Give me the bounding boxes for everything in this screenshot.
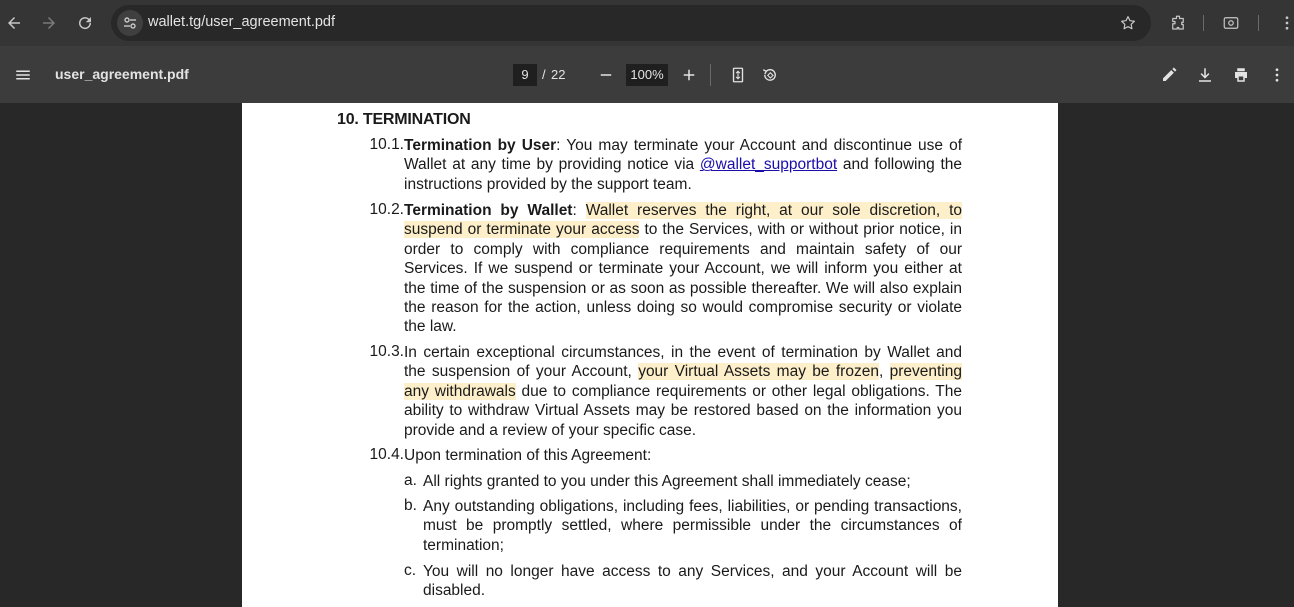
more-vert-icon: [1268, 66, 1286, 84]
arrow-left-icon: [5, 14, 23, 32]
clause-text: and following the instructions provided by the support team.: [404, 156, 963, 193]
clause-text: Upon termination of this Agreement:: [404, 447, 652, 464]
minus-icon: [597, 66, 615, 84]
sub-clause-a: [404, 472, 962, 491]
clause-text: :: [572, 202, 586, 219]
document-title: user_agreement.pdf: [55, 66, 189, 82]
page-total: 22: [551, 67, 566, 82]
clause-text: ,: [878, 363, 890, 381]
zoom-out-button[interactable]: [594, 63, 618, 87]
clause-text: due to compliance requirements or other legal obligations. The ability to withdraw Virtual Assets may be restored based on the information you provide and a review of your specific case.: [404, 382, 962, 439]
annotate-button[interactable]: [1157, 63, 1181, 87]
download-icon: [1196, 66, 1214, 84]
clause-number: 10.3.: [369, 343, 404, 360]
toolbar-divider: [710, 64, 711, 86]
clause-heading: Termination by User: [404, 137, 557, 154]
clause-text: to the Services, with or without prior notice, in order to comply with compliance requirements and maintain safety of our Services. If we suspend or terminate your Account, we will inform you either at the time of the suspension or as soon as possible thereafter. We will also explain the reason for the action, unless doing so would compromise security or violate the law.: [404, 221, 962, 336]
toolbar-divider: [1203, 15, 1204, 31]
arrow-right-icon: [40, 14, 58, 32]
sub-clause-text: All rights granted to you under this Agreement shall immediately cease;: [423, 473, 911, 490]
pencil-icon: [1160, 66, 1178, 84]
extensions-button[interactable]: [1167, 12, 1189, 34]
clause-text: : You may terminate your Account and discontinue use of Wallet at any time by providing notice via: [404, 137, 962, 174]
toolbar-divider: [1258, 15, 1259, 31]
sub-clause-c: [404, 562, 962, 601]
support-bot-link[interactable]: @wallet_supportbot: [699, 156, 838, 174]
download-button[interactable]: [1193, 63, 1217, 87]
highlighted-text: preventing any withdrawals: [404, 363, 962, 400]
url-text[interactable]: wallet.tg/user_agreement.pdf: [148, 14, 335, 30]
sub-clause-letter: c.: [404, 562, 417, 579]
pdf-page: [242, 103, 1058, 607]
clause-10-1: [362, 136, 962, 194]
clause-number: 10.2.: [369, 201, 404, 218]
highlighted-text: Wallet reserves the right, at our sole discretion, to suspend or terminate your access: [404, 202, 963, 239]
menu-icon: [14, 66, 32, 84]
section-title: 10. TERMINATION: [337, 111, 471, 128]
plus-icon: [680, 66, 698, 84]
reload-icon: [76, 14, 94, 32]
screenshot-button[interactable]: [1220, 12, 1242, 34]
zoom-in-button[interactable]: [677, 63, 701, 87]
site-info-button[interactable]: [117, 10, 143, 36]
bookmark-star-icon[interactable]: [1119, 14, 1137, 32]
fit-page-icon: [729, 66, 747, 84]
pdf-toolbar: [0, 46, 1294, 103]
zoom-input[interactable]: 100%: [626, 64, 668, 86]
browser-menu-button[interactable]: [1276, 12, 1294, 34]
sub-clause-letter: a.: [404, 472, 417, 489]
camera-search-icon: [1222, 14, 1240, 32]
page-separator: /: [542, 67, 546, 82]
puzzle-icon: [1169, 14, 1187, 32]
address-bar[interactable]: [111, 5, 1151, 41]
highlighted-text: your Virtual Assets may be frozen: [638, 363, 879, 381]
clause-10-3: [362, 343, 962, 440]
print-button[interactable]: [1229, 63, 1253, 87]
sub-clause-letter: b.: [404, 497, 417, 514]
forward-button[interactable]: [37, 11, 61, 35]
page-number-input[interactable]: 9: [513, 64, 537, 86]
tune-icon: [122, 15, 138, 31]
clause-heading: Termination by Wallet: [404, 202, 573, 219]
clause-number: 10.1.: [369, 136, 404, 153]
reload-button[interactable]: [73, 11, 97, 35]
sub-clause-text: You will no longer have access to any Services, and your Account will be disabled.: [423, 563, 962, 600]
rotate-button[interactable]: [758, 63, 782, 87]
fit-page-button[interactable]: [726, 63, 750, 87]
sub-clause-b: [404, 497, 962, 555]
back-button[interactable]: [2, 11, 26, 35]
clause-number: 10.4.: [369, 446, 404, 463]
clause-10-4: [362, 446, 962, 465]
more-vert-icon: [1278, 14, 1294, 32]
browser-toolbar: [0, 0, 1294, 46]
more-options-button[interactable]: [1265, 63, 1289, 87]
clause-10-2: [362, 201, 962, 337]
printer-icon: [1232, 66, 1250, 84]
sub-clause-text: Any outstanding obligations, including fees, liabilities, or pending transactions, must be promptly settled, where permissible under the circumstances of termination;: [423, 498, 962, 554]
clause-text: In certain exceptional circumstances, in the event of termination by Wallet and the suspension of your Account,: [404, 344, 962, 381]
rotate-icon: [761, 66, 779, 84]
sidebar-menu-button[interactable]: [11, 63, 35, 87]
